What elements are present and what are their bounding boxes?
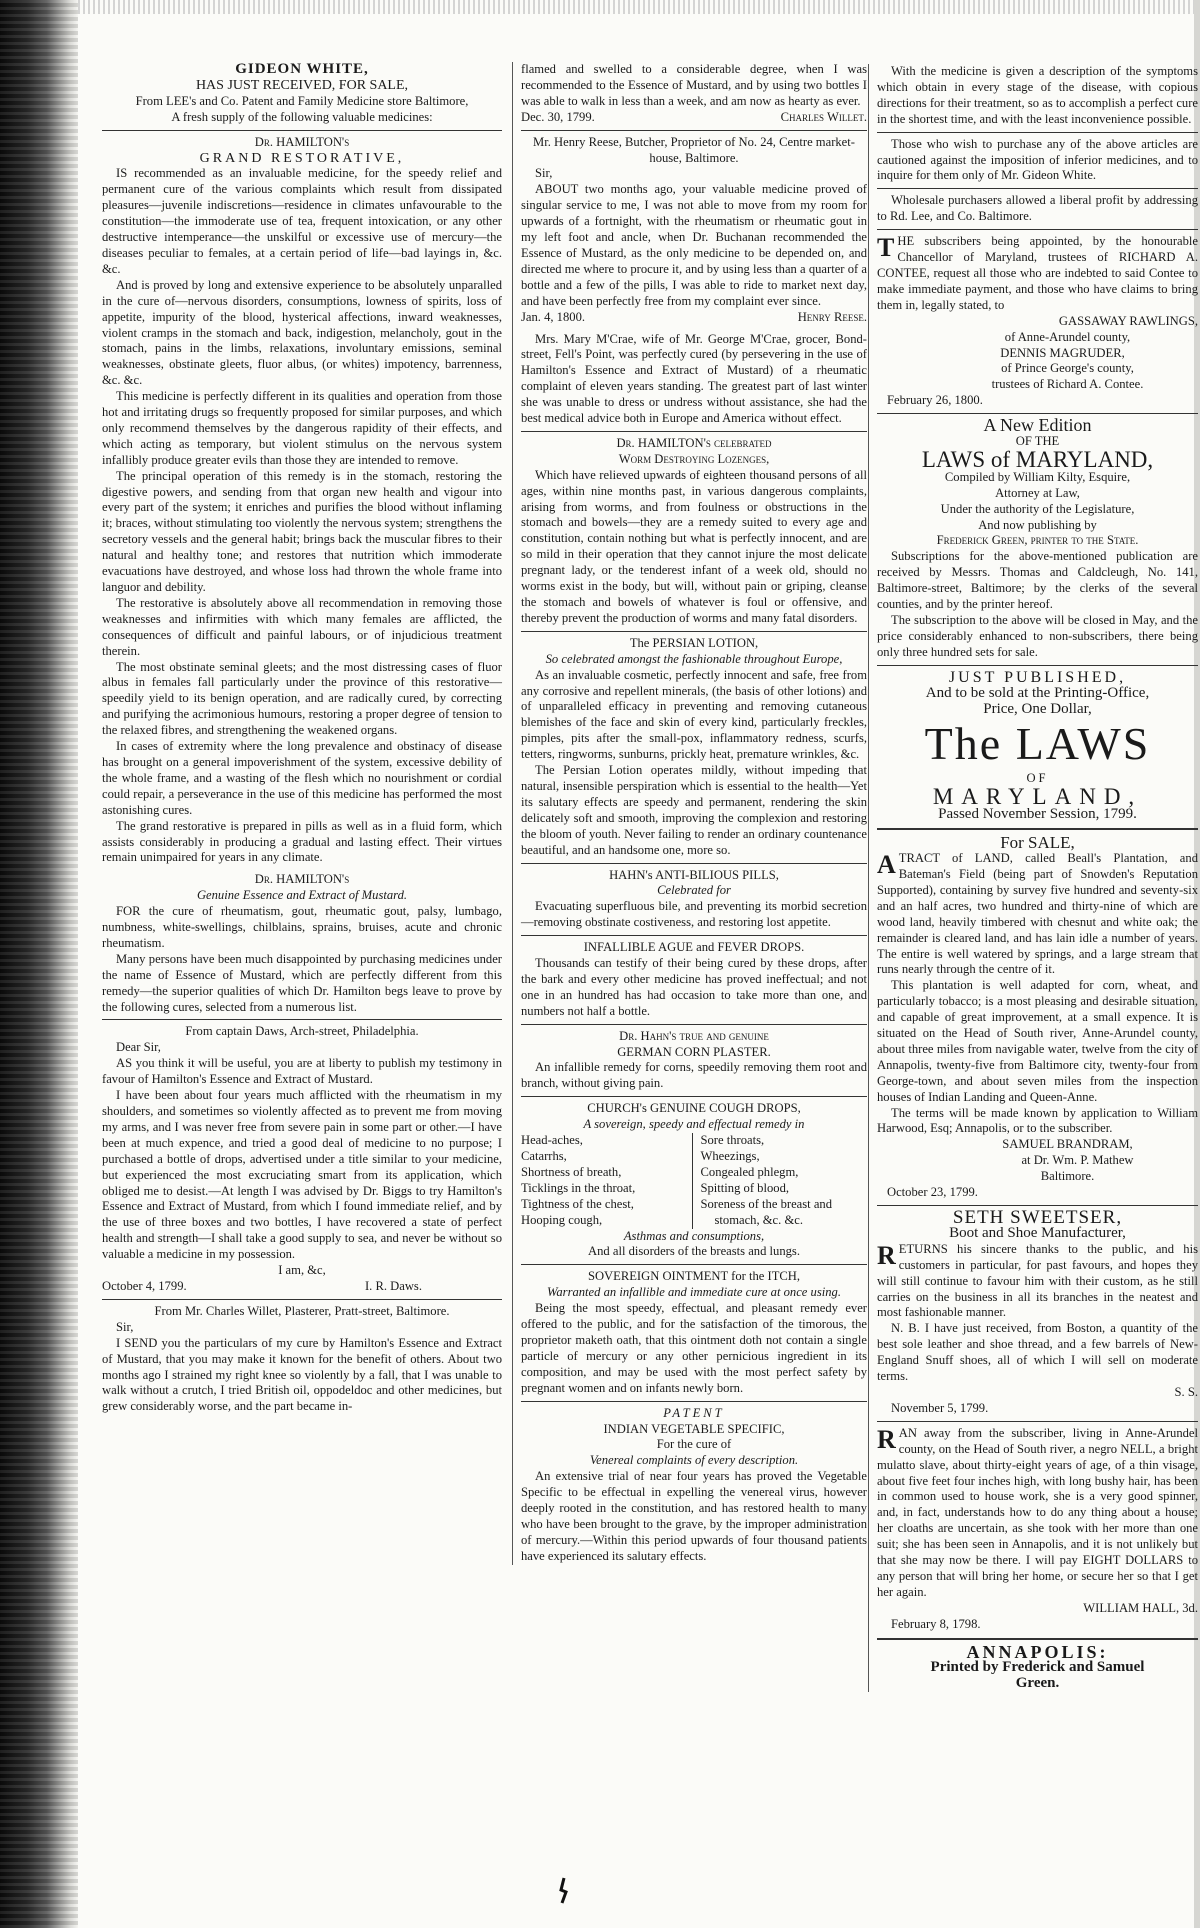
divider (521, 1024, 867, 1025)
restorative-paragraph: The principal operation of this remedy is in the stomach, restoring the digestive powers, and sending from that organ new health and vigour into every part of the system; it enriches and purifies the blood without inflaming it; braces, without stimulating too violently the nervous system; strengthens the secretory vessels and the general habit; brings back the muscular fibres to their natural and healthy tone; and restores that nutrition which immoderate evacuations have destroyed, and whose loss had thrown the whole frame into languor and debility. (102, 468, 502, 594)
scanned-binding-edge (0, 0, 78, 1928)
restorative-title: GRAND RESTORATIVE, (199, 150, 405, 166)
restorative-paragraph: IS recommended as an invaluable medicine, for the speedy relief and permanent cure of the various complaints which result from dissipated pleasures—juvenile indiscretions—residence in climates unfavourable to the constitution—the immoderate use of tea, frequent intoxication, or any other destructive intemperance—the unskilful or excessive use of mercury—the diseases peculiar to females, at a certain period of life—bad layings in, &c. &c. (102, 166, 502, 276)
advertiser-subtitle: HAS JUST RECEIVED, FOR SALE, (195, 77, 409, 93)
mustard-byline: Dr. HAMILTON's (254, 872, 350, 887)
reese-from: Mr. Henry Reese, Butcher, Proprietor of No. 24, Centre market-house, Baltimore. (533, 134, 855, 165)
lotion-paragraph: The Persian Lotion operates mildly, without impeding that natural, insensible perspiration which is essential to the health—Yet its salutary effects are speedy and permanent, rendering the skin delicately soft and smooth, improving the complexion and restoring the bloom of youth. Never failing to render an ordinary countenance beautiful, and an handsome one, more so. (521, 763, 867, 857)
lotion-subtitle: So celebrated amongst the fashionable throughout Europe, (545, 651, 843, 666)
laws-session: Passed November Session, 1799. (938, 806, 1137, 823)
reese-signoff (521, 310, 867, 326)
daws-salutation: Dear Sir, (116, 1040, 161, 1055)
column-left (102, 62, 502, 1415)
list-item: Shortness of breath, (521, 1164, 622, 1179)
restorative-paragraph: The grand restorative is prepared in pills as well as in a fluid form, which assists considerably in producing a gradual and lasting effect. Their virtues remain unimpaired for years in any climate. (102, 818, 502, 865)
list-item: Wheezings, (700, 1149, 760, 1163)
sale-paragraph: The terms will be made known by application to William Harwood, Esq; Annapolis, or to the subscriber. (877, 1105, 1198, 1136)
laws-title: The LAWS (924, 718, 1151, 770)
daws-date: October 4, 1799. (102, 1278, 187, 1293)
divider (102, 130, 502, 131)
divider (877, 229, 1198, 230)
divider (102, 1019, 502, 1020)
cough-title: CHURCH's GENUINE COUGH DROPS, (587, 1101, 801, 1116)
advertiser-name: GIDEON WHITE, (235, 61, 369, 77)
specific-patent: PATENT (663, 1405, 725, 1420)
lozenges-title: Worm Destroying Lozenges, (618, 451, 770, 466)
sweetser-name: SETH SWEETSER, (952, 1207, 1123, 1228)
list-item: Congealed phlegm, (700, 1164, 799, 1179)
list-item: Hooping cough, (521, 1212, 603, 1227)
cough-footer-lungs: And all disorders of the breasts and lungs. (588, 1244, 800, 1259)
imprint-line: Printed by Frederick and Samuel (930, 1659, 1145, 1676)
reese-signature: Henry Reese. (797, 309, 867, 324)
contee-trustee-name: DENNIS MAGRUDER, (1000, 345, 1125, 360)
wholesale-notice: Wholesale purchasers allowed a liberal profit by addressing to Rd. Lee, and Co. Baltimore. (877, 193, 1198, 224)
willet-signature: Charles Willet. (780, 109, 867, 124)
laws-of: OF (1026, 771, 1049, 786)
divider (877, 1421, 1198, 1422)
lotion-paragraph: As an invaluable cosmetic, perfectly innocent and safe, free from any corrosive and repellent minerals, (the basis of other lotions) and of unparalleled efficacy in preventing and removing cutaneous blemishes of the face and skin of every kind, particularly freckles, pimples, pits after the small-pox, inflammatory redness, scurfs, tetters, ringworms, sunburns, prickly heat, premature wrinkles, &c. (521, 667, 867, 762)
sweetser-initials: S. S. (1174, 1384, 1198, 1399)
contee-trustee-place: of Prince George's county, (1001, 361, 1134, 376)
sale-signer-at: at Dr. Wm. P. Mathew (1021, 1153, 1134, 1168)
divider (521, 130, 867, 131)
advertiser-supply: A fresh supply of the following valuable medicines: (171, 109, 433, 124)
just-published: JUST PUBLISHED, (948, 668, 1127, 686)
divider (521, 1401, 867, 1402)
cough-symptoms-left (521, 1133, 693, 1228)
divider (102, 1299, 502, 1300)
list-item: Spitting of blood, (700, 1180, 790, 1195)
sale-date: October 23, 1799. (887, 1185, 978, 1200)
kilty-authority: Under the authority of the Legislature, (940, 501, 1135, 516)
ink-mark (556, 1876, 570, 1904)
list-item: Head-aches, (521, 1133, 583, 1148)
column-right (868, 64, 1198, 1692)
reese-salutation: Sir, (535, 166, 553, 181)
caution-notice: Those who wish to purchase any of the above articles are cautioned against the imposition of inferior medicines, and to inquire for them only of Mr. Gideon White. (877, 136, 1198, 183)
divider (877, 132, 1198, 133)
mustard-paragraph: FOR the cure of rheumatism, gout, rheumatic gout, palsy, lumbago, numbness, white-swellings, chilblains, sprains, bruises, acute and chronic rheumatism. (102, 904, 502, 950)
sweetser-paragraph: RETURNS his sincere thanks to the public, and his customers in particular, for past favours, and hopes they will still continue to favour him with their custom, as he still carries on the business in all its branches in the neatest and most fashionable manner. (877, 1240, 1198, 1320)
specific-paragraph: An extensive trial of near four years has proved the Vegetable Specific to be effectual in expelling the venereal virus, however deeply rooted in the constitution, and has restored health to many who have been brought to the grave, by the improper administration of mercury.—Within this period upwards of four thousand patients have experienced its salutary effects. (521, 1469, 867, 1563)
divider (521, 1096, 867, 1097)
divider (521, 863, 867, 864)
willet-salutation: Sir, (116, 1319, 134, 1334)
runaway-date: February 8, 1798. (891, 1616, 981, 1631)
runaway-signer: WILLIAM HALL, 3d. (1083, 1600, 1198, 1615)
willet-continued: flamed and swelled to a considerable degree, when I was recommended to the Essence of Mustard, and by using two bottles I was able to walk in less than a week, and am now as hearty as ever. (521, 62, 867, 108)
kilty-compiled: Compiled by William Kilty, Esquire, (944, 469, 1131, 484)
corn-title: GERMAN CORN PLASTER. (617, 1044, 771, 1059)
specific-title: INDIAN VEGETABLE SPECIFIC, (603, 1421, 785, 1436)
restorative-paragraph: The most obstinate seminal gleets; and the most distressing cases of fluor albus in females fall particularly under the province of this restorative—speedily yield to its benign operation, and are radically cured, by correcting and purifying the acrimonious humours, restoring a proper degree of tension to the relaxed fibres, and strengthening the weakened organs. (102, 659, 502, 738)
ague-title: INFALLIBLE AGUE and FEVER DROPS. (583, 940, 805, 955)
list-item: stomach, &c. &c. (714, 1212, 803, 1227)
runaway-paragraph: RAN away from the subscriber, living in Anne-Arundel county, on the Head of South river, a negro NELL, a bright mulatto slave, about thirty-eight years of age, of a thin visage, about five feet four inches high, with long bushy hair, has been in common used to house work, she is a very good spinner, and, in fact, understands how to do any thing about a house; her cloaths are uncertain, as she took with her more than one suit; she has been seen in Annapolis, and it is not unlikely but that she may now be there. I will pay EIGHT DOLLARS to any person that will bring her home, or secure her so that I get her again. (877, 1424, 1198, 1599)
willet-from: From Mr. Charles Willet, Plasterer, Pratt-street, Baltimore. (154, 1303, 450, 1318)
kilty-publishing: And now publishing by (978, 517, 1097, 532)
corn-byline: Dr. Hahn's true and genuine (619, 1028, 769, 1043)
kilty-paragraph: The subscription to the above will be closed in May, and the price considerably enhanced to non-subscribers, there being only three hundred sets for sale. (877, 613, 1198, 659)
restorative-paragraph: And is proved by long and extensive experience to be absolutely unparalled in the cure of—nervous disorders, consumptions, lowness of spirits, loss of appetite, impurity of the blood, hysterical affections, inward weaknesses, violent cramps in the stomach and back, indigestion, melancholy, gout in the stomach, pains in the limbs, relaxations, involuntary emissions, seminal weaknesses, obstinate gleets, fluor albus, (or whites) impotency, barrenness, &c. &c. (102, 277, 502, 388)
advertiser-from: From LEE's and Co. Patent and Family Medicine store Baltimore, (135, 93, 469, 108)
contee-date: February 26, 1800. (887, 393, 983, 408)
willet-date: Dec. 30, 1799. (521, 109, 595, 124)
list-item: Ticklings in the throat, (521, 1180, 636, 1195)
list-item: Sore throats, (700, 1133, 765, 1148)
sweetser-trade: Boot and Shoe Manufacturer, (949, 1224, 1126, 1241)
sale-signer: SAMUEL BRANDRAM, (1002, 1137, 1133, 1152)
kilty-paragraph: Subscriptions for the above-mentioned publication are received by Messrs. Thomas and Caldcleugh, No. 141, Baltimore-street, Baltimore; by the clerks of the several counties, and by the printer hereof. (877, 549, 1198, 612)
reese-paragraph: ABOUT two months ago, your valuable medicine proved of singular service to me, I was not able to move from my room for upwards of a fortnight, with the rheumatism or rheumatic gout in my left foot and ancle, when Dr. Buchanan recommended the Essence of Mustard, as the only medicine to be depended on, and directed me where to procure it, and by using less than a quarter of a bottle and a few of the pills, I was able to ride to market next day, and have been perfectly free from my complaint ever since. (521, 182, 867, 308)
divider (877, 188, 1198, 189)
divider (521, 1264, 867, 1265)
cough-subtitle: A sovereign, speedy and effectual remedy in (583, 1117, 805, 1132)
divider (877, 1205, 1198, 1206)
medicine-note: With the medicine is given a description of the symptoms which obtain in every stage of the disease, with copious directions for their treatment, so as to accomplish a perfect cure in the shortest time, and with the least inconvenience possible. (877, 64, 1198, 126)
column-middle (512, 62, 867, 1565)
hahn-paragraph: Evacuating superfluous bile, and preventing its morbid secretion—removing obstinate costiveness, and restoring lost appetite. (521, 899, 867, 930)
daws-from: From captain Daws, Arch-street, Philadelphia. (185, 1024, 419, 1039)
restorative-byline: Dr. HAMILTON's (254, 134, 350, 149)
daws-paragraph: I have been about four years much afflicted with the rheumatism in my shoulders, and sometimes so violently affected as to prevent me from moving my arms, and I was never free from severe pain in some part or other.—I have been at much expence, and tried a good deal of medicine to no purpose; I purchased a bottle of drops, advertised under a title similar to your medicine, but experienced the most excruciating smart from its application, which obliged me to desist.—At length I was advised by Dr. Biggs to try Hamilton's Essence and Extract of Mustard, from which I found immediate relief, and by the use of three boxes and two bottles, I have recovered a state of perfect health and strength—I shall take a good supply to sea, and never be without so valuable a medicine in my possession. (102, 1088, 502, 1262)
kilty-edition: A New Edition (983, 415, 1092, 436)
contee-trustee-role: trustees of Richard A. Contee. (991, 377, 1144, 392)
lozenges-paragraph: Which have relieved upwards of eighteen thousand persons of all ages, within nine months past, in various dangerous complaints, arising from worms, and from foulness or obstructions in the stomach and bowels—they are a remedy suited to every age and constitution, contain nothing but what is perfectly innocent, and are so mild in their operation that they cannot injure the most delicate pregnant lady, or the tenderest infant of a week old, should no worms exist in the body, but will, without pain or griping, cleanse the stomach and bowels of whatever is foul or offensive, and thereby prevent the production of worms and many fatal disorders. (521, 467, 867, 625)
restorative-paragraph: This medicine is perfectly different in its qualities and operation from those hot and irritating drugs so frequently proposed for similar purposes, and which only recommend themselves by the dangerous rapidity of their effects, and which acting as temporary, but violent stimulus on the nervous system infallibly produce greater evils than those they are intended to remove. (102, 389, 502, 467)
cough-footer-asthma: Asthmas and consumptions, (623, 1228, 765, 1243)
contee-paragraph: THE subscribers being appointed, by the honourable Chancellor of Maryland, trustees of RICHARD A. CONTEE, request all those who are indebted to said Contee to make immediate payment, and those who have claims to bring them in, legally stated, to (877, 233, 1198, 312)
lotion-title: The PERSIAN LOTION, (629, 635, 759, 650)
list-item: Catarrhs, (521, 1149, 567, 1163)
restorative-paragraph: In cases of extremity where the long prevalence and obstinacy of disease has brought on a general impoverishment of the system, excessive debility of the whole frame, and a wasting of the flesh which no nourishment or cordial could repair, a perseverance in the use of this medicine has performed the most astonishing cures. (102, 739, 502, 817)
scanned-top-edge (78, 0, 1200, 14)
daws-signature: I. R. Daws. (364, 1278, 422, 1293)
kilty-of: OF THE (1015, 434, 1060, 449)
restorative-paragraph: The restorative is absolutely above all recommendation in removing those weaknesses and infirmities with which many females are afflicted, the consequences of difficult and painful labours, or of injudicious treatment therein. (102, 595, 502, 658)
sale-paragraph: This plantation is well adapted for corn, wheat, and particularly tobacco; is a most pleasing and desirable situation, and capable of great improvement, at a small expence. It is situated on the Head of South river, Anne-Arundel county, about three miles from navigable water, twelve from the city of Annapolis, twenty-five from Baltimore city, twenty-four from George-town, and about seven miles from the inspection houses of Indian Landing and Queen-Anne. (877, 978, 1198, 1104)
daws-signoff (102, 1279, 502, 1295)
divider (521, 935, 867, 936)
kilty-title: LAWS of MARYLAND, (921, 446, 1154, 472)
willet-signoff (521, 110, 867, 126)
list-item: Tightness of the chest, (521, 1196, 634, 1211)
just-price: Price, One Dollar, (983, 700, 1092, 717)
hahn-subtitle: Celebrated for (657, 883, 731, 898)
contee-trustee-name: GASSAWAY RAWLINGS, (1058, 313, 1198, 328)
ointment-paragraph: Being the most speedy, effectual, and pleasant remedy ever offered to the public, and for the satisfaction of the timorous, the proprietor maketh oath, that this ointment doth not contain a single particle of mercury or any other pernicious ingredient in its composition, and may be used with the most perfect safety by pregnant women and on infants newly born. (521, 1301, 867, 1395)
willet-paragraph: I SEND you the particulars of my cure by Hamilton's Essence and Extract of Mustard, that you may make it known for the benefit of others. About two months ago I strained my right knee so violently by a fall, that I was unable to walk without a crutch, I tried British oil, oppodeldoc and other medicines, but grew considerably worse, and the part became in- (102, 1335, 502, 1414)
daws-closing: I am, &c, (278, 1263, 326, 1278)
divider (521, 431, 867, 432)
imprint-city: ANNAPOLIS: (966, 1641, 1109, 1662)
corn-paragraph: An infallible remedy for corns, speedily removing them root and branch, without giving pain. (521, 1060, 867, 1091)
kilty-printer: Frederick Green, printer to the State. (936, 533, 1139, 548)
sweetser-date: November 5, 1799. (891, 1400, 989, 1415)
contee-trustee-place: of Anne-Arundel county, (1004, 329, 1131, 344)
divider (877, 413, 1198, 414)
reese-date: Jan. 4, 1800. (521, 309, 586, 324)
specific-for: For the cure of (656, 1437, 732, 1452)
mustard-paragraph: Many persons have been much disappointed by purchasing medicines under the name of Essence of Mustard, which are perfectly different from this remedy—the superior qualities of which Dr. Hamilton begs leave to prove by the following cures, selected from a numerous list. (102, 951, 502, 1014)
sale-title: For SALE, (1000, 833, 1075, 853)
daws-paragraph: AS you think it will be useful, you are at liberty to publish my testimony in favour of Hamilton's Essence and Extract of Mustard. (102, 1056, 502, 1087)
just-printing-office: And to be sold at the Printing-Office, (925, 684, 1150, 701)
divider (521, 631, 867, 632)
mccrae-testimonial: Mrs. Mary M'Crae, wife of Mr. George M'Crae, grocer, Bond-street, Fell's Point, was perfectly cured (by persevering in the use of Hamilton's Essence and Extract of Mustard) of a rheumatic complaint of eleven years standing. The greatest part of last winter she was unable to dress or undress without assistance, she had the best medical advice both in Europe and America without effect. (521, 331, 867, 426)
sale-signer-city: Baltimore. (1040, 1169, 1095, 1184)
imprint-name: Green. (1015, 1675, 1060, 1692)
ointment-subtitle: Warranted an infallible and immediate cure at once using. (547, 1285, 841, 1300)
cough-symptom-list (521, 1133, 867, 1228)
laws-state: MARYLAND, (932, 784, 1143, 810)
specific-subtitle: Venereal complaints of every description. (589, 1453, 799, 1468)
ointment-title: SOVEREIGN OINTMENT for the ITCH, (587, 1269, 801, 1284)
ague-paragraph: Thousands can testify of their being cured by these drops, after the bark and every other medicine has proved ineffectual; and not one in an hundred has had occasion to take more than one, and numbers not half a bottle. (521, 956, 867, 1018)
lozenges-byline: Dr. HAMILTON's celebrated (616, 435, 772, 450)
list-item: Soreness of the breast and (700, 1196, 832, 1211)
divider (877, 665, 1198, 666)
sale-paragraph: ATRACT of LAND, called Beall's Plantation, and Bateman's Field (being part of Snowden's Reputation Supported), containing by survey five hundred and seventy-six and an half acres, two hundred and thirty-nine of which are wood land, heavily timbered with chesnut and white oak; the remainder is cleared land, and has lain idle a number of years. The entire is well watered by springs, and a large stream that runs nearly through the centre of it. (877, 850, 1198, 977)
hahn-title: HAHN's ANTI-BILIOUS PILLS, (609, 867, 779, 882)
cough-symptoms-right (701, 1133, 868, 1228)
kilty-attorney: Attorney at Law, (995, 485, 1080, 500)
divider (877, 1638, 1198, 1640)
mustard-title: Genuine Essence and Extract of Mustard. (196, 888, 408, 903)
sweetser-nb: N. B. I have just received, from Boston, a quantity of the best sole leather and shoe thread, and a few barrels of New-England Snuff shoes, all of which I will sell on moderate terms. (877, 1321, 1198, 1384)
divider (877, 828, 1198, 830)
